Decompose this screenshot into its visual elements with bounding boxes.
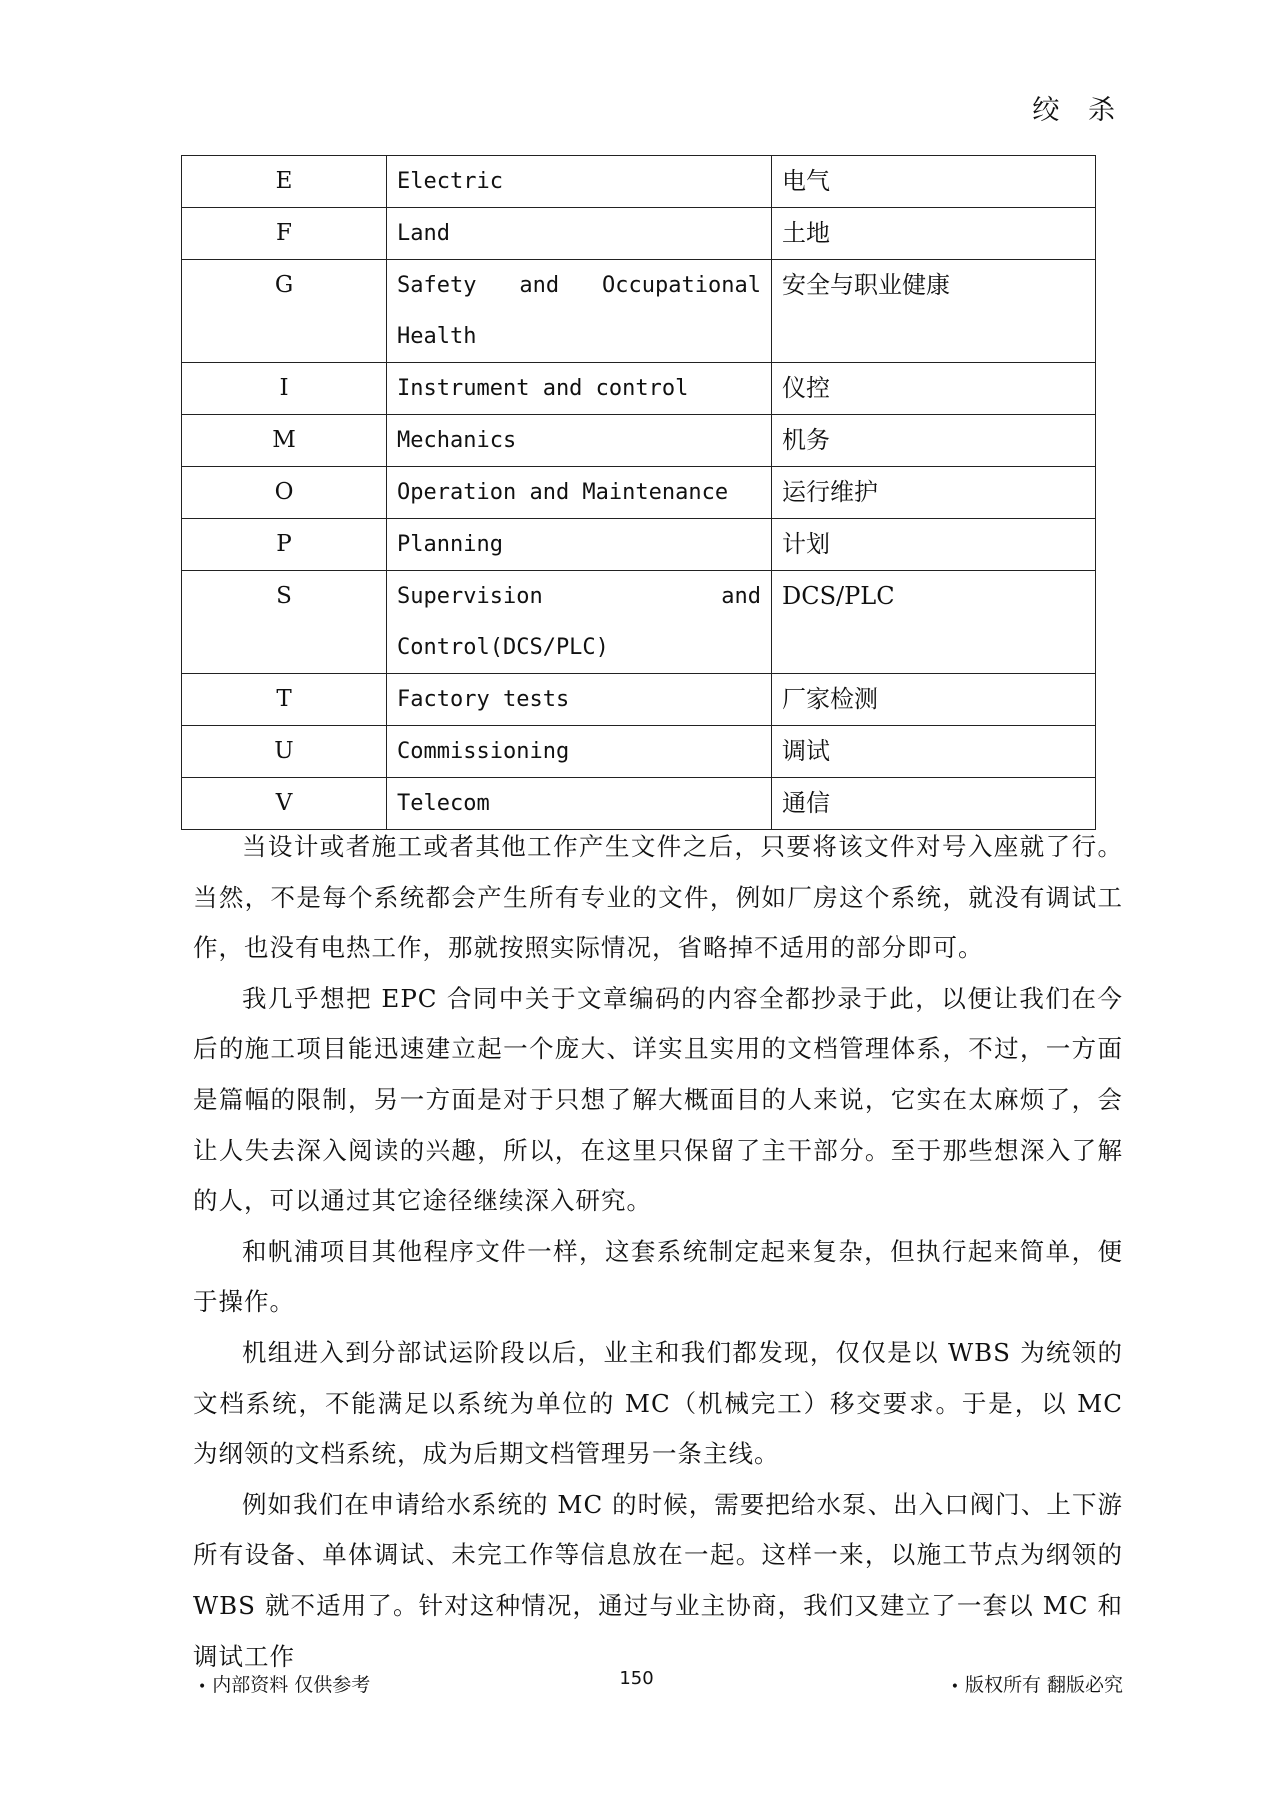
code-cell: V	[182, 778, 387, 830]
running-header-title: 绞 杀	[1032, 95, 1125, 126]
english-cell: Safety and Occupational Health	[387, 260, 772, 363]
code-cell: P	[182, 519, 387, 571]
english-cell: Operation and Maintenance	[387, 467, 772, 519]
code-cell: F	[182, 208, 387, 260]
table-body	[182, 156, 1096, 830]
paragraph: 和帆浦项目其他程序文件一样，这套系统制定起来复杂，但执行起来简单，便于操作。	[193, 1236, 1123, 1317]
footer-right-note	[951, 1670, 1123, 1697]
chinese-cell: 通信	[772, 778, 1096, 830]
table-row	[182, 208, 1096, 260]
chinese-cell: 运行维护	[772, 467, 1096, 519]
chinese-cell: 仪控	[772, 363, 1096, 415]
table-row	[182, 726, 1096, 778]
table-row	[182, 260, 1096, 363]
paragraph: 我几乎想把 EPC 合同中关于文章编码的内容全都抄录于此，以便让我们在今后的施工项目能迅速建立起一个庞大、详实且实用的文档管理体系，不过，一方面是篇幅的限制，另一方面是对于只想了解大概面目的人来说，它实在太麻烦了，会让人失去深入阅读的兴趣，所以，在这里只保留了主干部分。至于那些想深入了解的人，可以通过其它途径继续深入研究。	[193, 983, 1123, 1216]
code-cell: I	[182, 363, 387, 415]
paragraph: 例如我们在申请给水系统的 MC 的时候，需要把给水泵、出入口阀门、上下游所有设备、单体调试、未完工作等信息放在一起。这样一来，以施工节点为纲领的 WBS 就不适用了。针对这种情况，通过与业主协商，我们又建立了一套以 MC 和调试工作	[193, 1489, 1123, 1671]
chinese-cell: 厂家检测	[772, 674, 1096, 726]
table-row	[182, 674, 1096, 726]
english-cell: Planning	[387, 519, 772, 571]
table-row	[182, 571, 1096, 674]
chinese-cell: 土地	[772, 208, 1096, 260]
chinese-cell: 机务	[772, 415, 1096, 467]
code-cell: M	[182, 415, 387, 467]
footer-right-text: 版权所有 翻版必究	[964, 1674, 1123, 1696]
page-number: 150	[619, 1668, 654, 1689]
code-cell: S	[182, 571, 387, 674]
table-row	[182, 467, 1096, 519]
chinese-cell: 安全与职业健康	[772, 260, 1096, 363]
english-cell: Electric	[387, 156, 772, 208]
bullet-icon: •	[198, 1679, 207, 1695]
table-row	[182, 363, 1096, 415]
code-cell: E	[182, 156, 387, 208]
bullet-icon: •	[950, 1679, 959, 1695]
table-row	[182, 415, 1096, 467]
chinese-cell: 电气	[772, 156, 1096, 208]
code-cell: U	[182, 726, 387, 778]
english-cell: Telecom	[387, 778, 772, 830]
code-cell: O	[182, 467, 387, 519]
discipline-code-table	[181, 155, 1096, 830]
table-row	[182, 519, 1096, 571]
paragraph: 当设计或者施工或者其他工作产生文件之后，只要将该文件对号入座就了行。当然，不是每个系统都会产生所有专业的文件，例如厂房这个系统，就没有调试工作，也没有电热工作，那就按照实际情况，省略掉不适用的部分即可。	[193, 832, 1123, 963]
english-cell: Land	[387, 208, 772, 260]
chinese-cell: 计划	[772, 519, 1096, 571]
table-row	[182, 156, 1096, 208]
english-cell: Instrument and control	[387, 363, 772, 415]
chinese-cell: DCS/PLC	[772, 571, 1096, 674]
english-cell: Factory tests	[387, 674, 772, 726]
english-cell: Mechanics	[387, 415, 772, 467]
paragraph: 机组进入到分部试运阶段以后，业主和我们都发现，仅仅是以 WBS 为统领的文档系统，不能满足以系统为单位的 MC（机械完工）移交要求。于是，以 MC 为纲领的文档系统，成为后期文档管理另一条主线。	[193, 1337, 1123, 1469]
chinese-cell: 调试	[772, 726, 1096, 778]
body-text	[193, 822, 1123, 1682]
english-cell: Supervision and Control(DCS/PLC)	[387, 571, 772, 674]
english-cell: Commissioning	[387, 726, 772, 778]
code-cell: G	[182, 260, 387, 363]
footer-left-text: 内部资料 仅供参考	[212, 1674, 371, 1696]
code-cell: T	[182, 674, 387, 726]
